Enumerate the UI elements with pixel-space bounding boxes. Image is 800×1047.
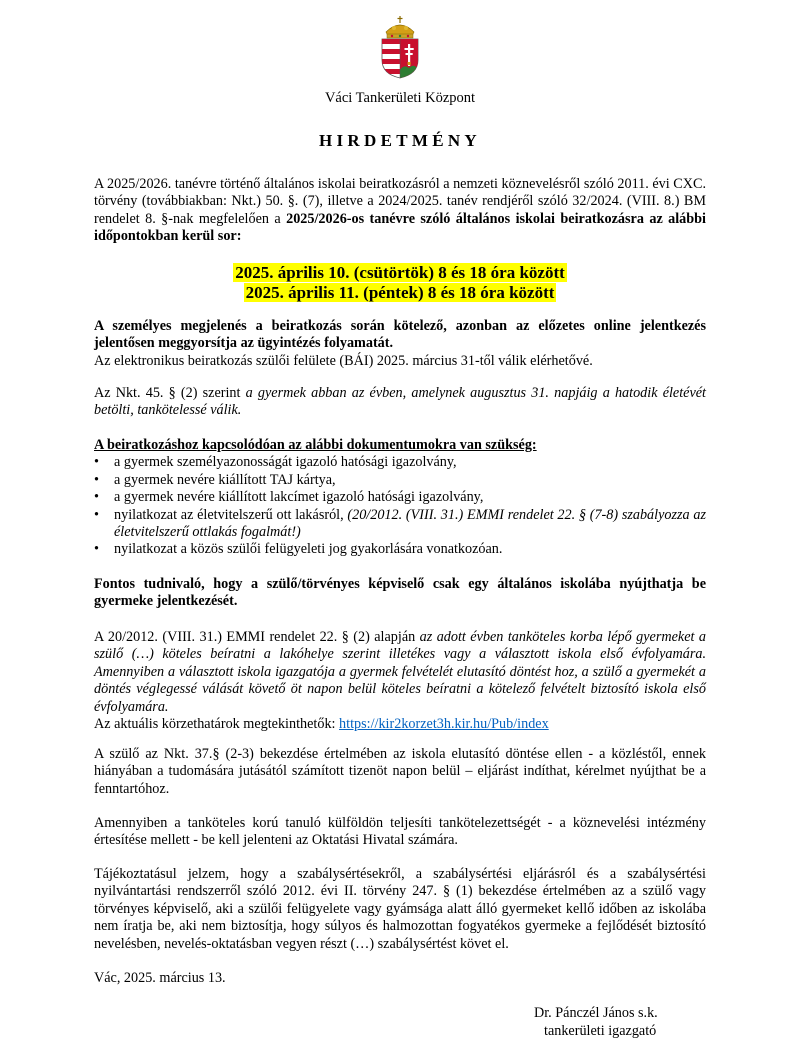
enrollment-date-2 bbox=[0, 283, 800, 303]
document-item-text: a gyermek nevére kiállított TAJ kártya, bbox=[114, 471, 336, 488]
document-item-text: nyilatkozat az életvitelszerű ott lakásról, bbox=[114, 506, 348, 523]
document-item-italic: (20/2012. (VIII. 31.) EMMI rendelet 22. § (7-8) szabályozza az életvitelszerű ottlakás fogalmát!) bbox=[114, 506, 706, 541]
enrollment-date-2-text: 2025. április 11. (péntek) 8 és 18 óra között bbox=[245, 283, 555, 302]
place-date: Vác, 2025. március 13. bbox=[94, 970, 226, 986]
online-interface-note: Az elektronikus beiratkozás szülői felülete (BÁI) 2025. március 31-től válik elérhetővé. bbox=[94, 352, 593, 369]
signatory-role: tankerületi igazgató bbox=[544, 1023, 657, 1039]
school-age-italic: a gyermek abban az évben, amelynek augusztus 31. napjáig a hatodik életévét betölti, tankötelessé válik. bbox=[94, 385, 707, 419]
district-link-line bbox=[94, 716, 706, 733]
document-item-text: a gyermek nevére kiállított lakcímet igazoló hatósági igazolvány, bbox=[114, 489, 484, 506]
document-item-text: nyilatkozat a közös szülői felügyeleti jog gyakorlására vonatkozóan. bbox=[114, 541, 503, 558]
signatory-name: Dr. Pánczél János s.k. bbox=[534, 1005, 658, 1021]
district-paragraph bbox=[94, 629, 706, 733]
school-age-text: Az Nkt. 45. § (2) szerint bbox=[94, 385, 246, 401]
district-boundaries-link[interactable]: https://kir2korzet3h.kir.hu/Pub/index bbox=[339, 716, 549, 733]
bullet-icon: • bbox=[94, 541, 99, 558]
enrollment-date-1-text: 2025. április 10. (csütörtök) 8 és 18 óra között bbox=[235, 263, 565, 282]
district-italic: az adott évben tanköteles korba lépő gyermeket a szülő (…) köteles beíratni a lakóhelye szerint illetékes vagy a választott iskola első évfolyamára. Amennyiben a választott iskola igazgatója a gyermek felvételét elutasító döntést hoz, a szülő a gyermekét a döntés véglegessé válását követő öt napon belül köteles beíratni a kötelező felvételt biztosító iskola első évfolyamára. bbox=[94, 629, 706, 715]
school-age-paragraph bbox=[94, 385, 706, 420]
list-item bbox=[94, 489, 706, 506]
appeal-paragraph: A szülő az Nkt. 37.§ (2-3) bekezdése értelmében az iskola elutasító döntése ellen - a közléstől, ennek hiányában a tudomására jutásától számított tizenöt napon belül – eljárást indíthat, kérelmet nyújthat be a fenntartóhoz. bbox=[94, 746, 706, 797]
district-link-label: Az aktuális körzethatárok megtekinthetők: bbox=[94, 716, 340, 733]
list-item bbox=[94, 454, 706, 471]
list-item bbox=[94, 472, 706, 489]
bullet-icon: • bbox=[94, 471, 99, 488]
district-text: A 20/2012. (VIII. 31.) EMMI rendelet 22. § (2) alapján bbox=[94, 629, 420, 645]
list-item bbox=[94, 541, 706, 558]
bullet-icon: • bbox=[94, 454, 99, 471]
intro-paragraph bbox=[94, 176, 706, 246]
bullet-icon: • bbox=[94, 506, 99, 523]
organization-name: Váci Tankerületi Központ bbox=[324, 90, 476, 106]
document-item-text: a gyermek személyazonosságát igazoló hatósági igazolvány, bbox=[114, 454, 457, 471]
list-item bbox=[94, 507, 706, 542]
documents-section bbox=[94, 437, 706, 559]
documents-heading: A beiratkozáshoz kapcsolódóan az alábbi dokumentumokra van szükség: bbox=[94, 437, 537, 453]
offence-paragraph: Tájékoztatásul jelzem, hogy a szabálysértésekről, a szabálysértési eljárásról és a szabálysértési nyilvántartási rendszerről szóló 2012. évi II. törvény 247. § (1) bekezdése értelmében az a szülő vagy törvényes képviselő, aki a szülői felügyelete vagy gyámsága alatt álló gyermeket kellő időben az iskolába nem íratja be, aki nem biztosítja, hogy súlyos és halmozottan fogyatékos gyermeke a fejlődését biztosító nevelésben, nevelés-oktatásban vegyen részt (…) szabálysértést követ el. bbox=[94, 866, 706, 952]
enrollment-date-1 bbox=[0, 263, 800, 283]
important-notice: Fontos tudnivaló, hogy a szülő/törvényes képviselő csak egy általános iskolába nyújthatja be gyermeke jelentkezését. bbox=[94, 576, 706, 610]
signature-block bbox=[534, 1004, 714, 1040]
intro-bold-text: 2025/2026-os tanévre szóló általános iskolai beiratkozásra az alábbi időpontokban kerül sor: bbox=[94, 210, 706, 245]
personal-attendance-bold: A személyes megjelenés a beiratkozás során kötelező, azonban az előzetes online jelentkezés jelentősen meggyorsítja az ügyintézés folyamatát. bbox=[94, 318, 706, 352]
hungarian-coat-of-arms-icon bbox=[378, 14, 422, 80]
documents-list bbox=[94, 454, 706, 558]
intro-text: A 2025/2026. tanévre történő általános iskolai beiratkozásról a nemzeti köznevelésről szóló 2011. évi CXC. törvény (továbbiakban: Nkt.) 50. §. (7), illetve a 2024/2025. tanév rendjéről szóló 32/2024. (VIII. 8.) BM rendelet 8. §-nak megfelelően a bbox=[94, 176, 706, 227]
bullet-icon: • bbox=[94, 489, 99, 506]
page-title: HIRDETMÉNY bbox=[318, 131, 481, 150]
personal-attendance-paragraph bbox=[94, 318, 706, 370]
abroad-paragraph: Amennyiben a tanköteles korú tanuló külföldön teljesíti tankötelezettségét - a köznevelési intézmény értesítése mellett - be kell jelenteni az Oktatási Hivatal számára. bbox=[94, 815, 706, 849]
